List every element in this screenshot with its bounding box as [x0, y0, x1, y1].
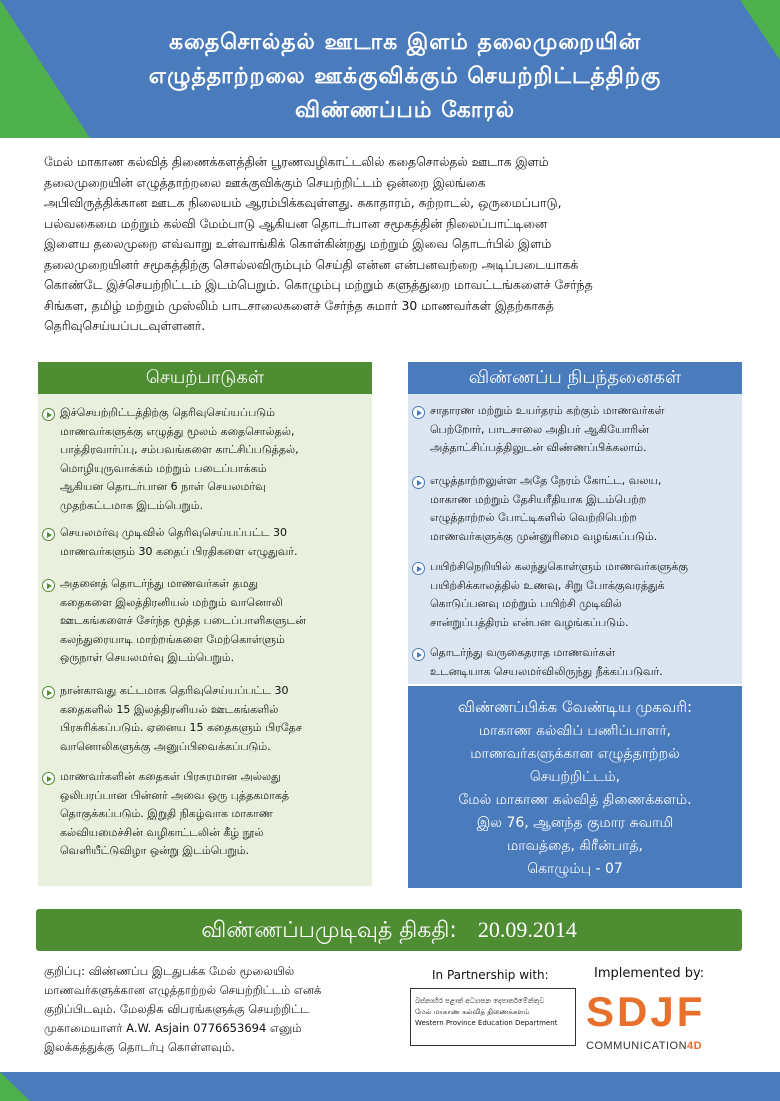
item-line: சாதாரண மற்றும் உயர்தரம் கற்கும் மாணவர்கள்	[430, 404, 665, 417]
item-line: பிரசுரிக்கப்படும். ஏனைய 15 கதைகளும் பிரதேச	[60, 721, 302, 734]
intro-line: மேல் மாகாண கல்வித் திணைக்களத்தின் பூரணவழிகாட்டலில் கதைசொல்தல் ஊடாக இளம்	[44, 154, 549, 169]
item-line: ஊடகங்களைச் சேர்ந்த மூத்த படைப்பாளிகளுடன்	[60, 614, 306, 627]
intro-line: கொண்டே இச்செயற்றிட்டம் இடம்பெறும். கொழும்பு மற்றும் களுத்துறை மாவட்டங்களைச் சேர்ந்த	[44, 277, 593, 292]
item-line: கதைகளை இலத்திரனியல் மற்றும் வானொலி	[60, 595, 283, 609]
intro-line: தலைமுறையினர் சமூகத்திற்கு சொல்லவிரும்பும் செய்தி என்ன என்பனவற்றை அடிப்படையாகக்	[44, 256, 579, 272]
activity-item	[60, 575, 360, 668]
activity-item	[60, 524, 360, 561]
conditions-panel	[408, 394, 742, 684]
item-line: தொடர்ந்து வருகைதராத மாணவர்கள்	[430, 646, 616, 659]
address-line: மேல் மாகாண கல்வித் திணைக்களம்.	[458, 792, 692, 808]
header-green-triangle-left	[0, 0, 90, 138]
item-line: கொடுப்பனவு மற்றும் பயிற்சி முடிவில்	[430, 597, 622, 610]
condition-item	[430, 472, 734, 546]
item-line: பயிற்சிக்காலத்தில் உணவு, சிறு போக்குவரத்துக்	[430, 578, 665, 592]
intro-line: சிங்கள, தமிழ் மற்றும் முஸ்லிம் பாடசாலைகளைச் சேர்ந்த சுமார் 30 மாணவர்கள் இதற்காகத்	[44, 297, 554, 313]
note-line: மாணவர்களுக்கான எழுத்தாற்றல் செயற்றிட்டம் எனக்	[44, 983, 322, 997]
item-line: வானொலிகளுக்கு அனுப்பிவைக்கப்படும்.	[60, 739, 271, 753]
intro-paragraph	[44, 152, 736, 337]
note-line: முகாமையாளர் A.W. Asjain 0776653694 எனும்	[44, 1021, 302, 1035]
item-line: எழுத்தாற்றல் போட்டிகளில் வெற்றிபெற்ற	[430, 511, 637, 524]
item-line: கல்வியமைச்சின் வழிகாட்டலின் கீழ் நூல்	[60, 825, 264, 839]
address-line: செயற்றிட்டம்,	[529, 769, 621, 785]
address-line: மாகாண கல்விப் பணிப்பாளர்,	[478, 723, 672, 739]
item-line: மாகாண மற்றும் தேசியரீதியாக இடம்பெற்ற	[430, 492, 647, 506]
item-line: அத்தாட்சிப்பத்திலுடன் விண்ணப்பிக்கலாம்.	[430, 441, 647, 454]
item-line: பயிற்சிநெறியில் கலந்துகொள்ளும் மாணவர்களுக்கு	[430, 560, 688, 573]
intro-line: இளைய தலைமுறை எவ்வாறு உள்வாங்கிக் கொள்கின்றது மற்றும் இவை தொடர்பில் இளம்	[44, 236, 552, 251]
play-bullet-icon	[412, 476, 425, 489]
item-line: வெளியீட்டுவிழா ஒன்று இடம்பெறும்.	[60, 844, 250, 857]
condition-item	[430, 558, 734, 632]
item-line: முதற்கட்டமாக இடம்பெறும்.	[60, 498, 204, 512]
item-line: மொழியுருவாக்கம் மற்றும் படைப்பாக்கம்	[60, 461, 267, 475]
tagline-4d: 4D	[687, 1040, 703, 1052]
play-bullet-icon	[412, 406, 425, 419]
item-line: கலந்துரையாடி மாற்றங்களை மேற்கொள்ளும்	[60, 632, 285, 646]
play-bullet-icon	[42, 408, 55, 421]
deadline-label: விண்ணப்பமுடிவுத் திகதி:	[201, 918, 457, 943]
education-department-logo	[410, 988, 576, 1046]
item-line: பெற்றோர், பாடசாலை அதிபர் ஆகியோரின்	[430, 422, 649, 436]
item-line: ஒருநாள் செயலமர்வு இடம்பெறும்.	[60, 651, 235, 664]
item-line: நான்காவது கட்டமாக தெரிவுசெய்யப்பட்ட 30	[60, 684, 289, 697]
item-line: மாணவர்களும் 30 கதைப் பிரதிகளை எழுதுவர்.	[60, 544, 298, 558]
note-line: குறிப்பிடவும். மேலதிக விபரங்களுக்கு செயற்றிட்ட	[44, 1002, 310, 1016]
footer-bar	[0, 1072, 780, 1101]
note-paragraph	[44, 962, 408, 1057]
condition-item	[430, 644, 734, 681]
item-line: மாணவர்களின் கதைகள் பிரசுரமான அல்லது	[60, 770, 281, 783]
activity-item	[60, 404, 360, 515]
address-line: கொழும்பு - 07	[527, 861, 623, 877]
header-banner	[0, 0, 780, 138]
intro-line: தலைமுறையின் எழுத்தாற்றலை ஊக்குவிக்கும் செயற்றிட்டம் ஒன்றை இலங்கை	[44, 174, 486, 190]
title-line: விண்ணப்பம் கோரல்	[295, 98, 515, 123]
play-bullet-icon	[412, 562, 425, 575]
title-line: கதைசொல்தல் ஊடாக இளம் தலைமுறையின்	[168, 30, 642, 55]
item-line: ஆகியன தொடர்பான 6 நாள் செயலமர்வு	[60, 480, 266, 493]
activity-item	[60, 682, 360, 756]
item-line: உடனடியாக செயலமர்விலிருந்து நீக்கப்படுவர்.	[430, 664, 663, 678]
item-line: செயலமர்வு முடிவில் தெரிவுசெய்யப்பட்ட 30	[60, 526, 288, 539]
intro-line: தெரிவுசெய்யப்படவுள்ளனர்.	[44, 318, 206, 333]
activities-heading: செயற்பாடுகள்	[38, 362, 372, 394]
note-line: குறிப்பு: விண்ணப்ப இடதுபக்க மேல் மூலையில்	[44, 964, 295, 978]
play-bullet-icon	[42, 579, 55, 592]
partner-label: In Partnership with:	[432, 968, 549, 982]
footer-green-triangle	[0, 1072, 30, 1101]
play-bullet-icon	[412, 648, 425, 661]
item-line: மாணவர்களுக்கு எழுத்து மூலம் கதைசொல்தல்,	[60, 424, 295, 438]
address-title: விண்ணப்பிக்க வேண்டிய முகவரி:	[457, 698, 693, 716]
note-line: இலக்கத்துக்கு தொடர்பு கொள்ளவும்.	[44, 1040, 235, 1054]
play-bullet-icon	[42, 686, 55, 699]
item-line: மாணவர்களுக்கு முன்னுரிமை வழங்கப்படும்.	[430, 529, 658, 543]
item-line: அதனைத் தொடர்ந்து மாணவர்கள் தமது	[60, 577, 259, 590]
play-bullet-icon	[42, 528, 55, 541]
activities-panel	[38, 394, 372, 886]
sdjf-tagline	[586, 1040, 702, 1052]
sdjf-logo: SDJF	[586, 988, 706, 1035]
address-line: மாணவர்களுக்கான எழுத்தாற்றல்	[470, 746, 680, 762]
page-title	[80, 26, 730, 128]
intro-line: அபிவிருத்திக்கான ஊடக நிலையம் ஆரம்பிக்கவுள்ளது. சுகாதாரம், சுற்றாடல், ஒருமைப்பாடு,	[44, 195, 562, 210]
address-line: மாவத்தை, கிரீன்பாத்,	[507, 838, 643, 854]
logo-line: மேல் மாகாண கல்வித் திணைக்களம்	[415, 1008, 530, 1016]
title-line: எழுத்தாற்றலை ஊக்குவிக்கும் செயற்றிட்டத்திற்கு	[148, 64, 662, 89]
item-line: ஒலிபரப்பான பின்னர் அவை ஒரு புத்தகமாகத்	[60, 788, 290, 802]
deadline-banner	[36, 909, 742, 951]
address-box	[408, 686, 742, 888]
item-line: பாத்திரவார்ப்பு, சம்பவங்களை காட்சிப்படுத்தல்,	[60, 443, 299, 456]
intro-line: பல்வகைமை மற்றும் கல்வி மேம்பாடு ஆகியன தொடர்பான சமூகத்தின் நிலைப்பாட்டினை	[44, 215, 547, 231]
address-line: இல 76, ஆனந்த குமார சுவாமி	[476, 815, 674, 831]
item-line: சான்றுப்பத்திரம் என்பன வழங்கப்படும்.	[430, 615, 629, 629]
item-line: கதைகளில் 15 இலத்திரனியல் ஊடகங்களில்	[60, 702, 279, 716]
activity-item	[60, 768, 360, 861]
item-line: இச்செயற்றிட்டத்திற்கு தெரிவுசெய்யப்படும்	[60, 406, 275, 419]
item-line: எழுத்தாற்றலுள்ள அதே நேரம் கோட்ட, வலய,	[430, 474, 662, 487]
header-green-triangle-right	[740, 0, 780, 60]
play-bullet-icon	[42, 772, 55, 785]
logo-line: බස්නාහිර පළාත් අධ්‍යාපන දෙපාර්තමේන්තුව	[415, 997, 545, 1005]
conditions-heading: விண்ணப்ப நிபந்தனைகள்	[408, 362, 742, 394]
logo-line: Western Province Education Department	[415, 1019, 558, 1027]
condition-item	[430, 402, 734, 458]
deadline-date: 20.09.2014	[477, 917, 577, 942]
tagline-text: COMMUNICATION	[586, 1040, 688, 1052]
item-line: தொகுக்கப்படும். இறுதி நிகழ்வாக மாகாண	[60, 807, 273, 820]
implemented-label: Implemented by:	[594, 966, 705, 981]
